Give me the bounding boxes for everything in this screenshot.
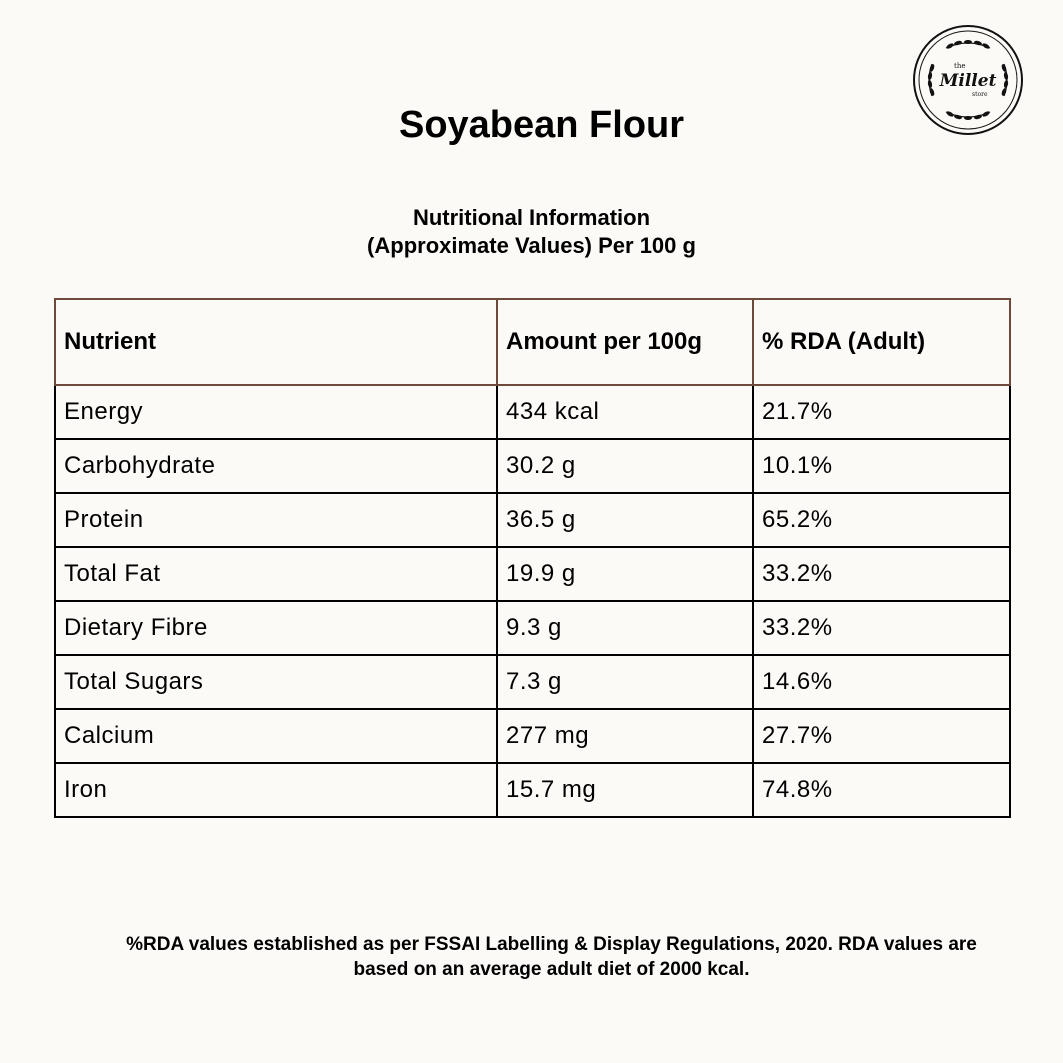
cell-nutrient: Dietary Fibre <box>55 601 497 655</box>
cell-amount: 7.3 g <box>497 655 753 709</box>
cell-nutrient: Total Fat <box>55 547 497 601</box>
cell-amount: 434 kcal <box>497 385 753 439</box>
cell-rda: 65.2% <box>753 493 1010 547</box>
cell-nutrient: Calcium <box>55 709 497 763</box>
cell-amount: 15.7 mg <box>497 763 753 817</box>
table-row <box>55 601 1010 655</box>
cell-rda: 14.6% <box>753 655 1010 709</box>
laurel-top-icon <box>946 40 991 50</box>
laurel-left-icon <box>927 64 935 97</box>
page-title: Soyabean Flour <box>398 104 685 146</box>
table-row <box>55 763 1010 817</box>
nutrition-table <box>54 298 1011 818</box>
cell-amount: 277 mg <box>497 709 753 763</box>
cell-amount: 36.5 g <box>497 493 753 547</box>
table-row <box>55 655 1010 709</box>
footnote-line-2: based on an average adult diet of 2000 kcal. <box>353 959 750 980</box>
table-header-row <box>55 299 1010 385</box>
cell-rda: 10.1% <box>753 439 1010 493</box>
table-row <box>55 385 1010 439</box>
cell-nutrient: Iron <box>55 763 497 817</box>
header-rda: % RDA (Adult) <box>753 299 1010 385</box>
laurel-right-icon <box>1001 64 1009 97</box>
subtitle <box>0 204 1063 260</box>
cell-nutrient: Total Sugars <box>55 655 497 709</box>
logo-text-bottom: store <box>972 91 988 98</box>
cell-rda: 74.8% <box>753 763 1010 817</box>
cell-nutrient: Energy <box>55 385 497 439</box>
header-nutrient: Nutrient <box>55 299 497 385</box>
logo-text-top: the <box>954 62 966 70</box>
header-amount: Amount per 100g <box>497 299 753 385</box>
cell-rda: 33.2% <box>753 601 1010 655</box>
cell-amount: 30.2 g <box>497 439 753 493</box>
subtitle-line-2: (Approximate Values) Per 100 g <box>367 233 696 258</box>
table-row <box>55 439 1010 493</box>
cell-rda: 21.7% <box>753 385 1010 439</box>
table-row <box>55 547 1010 601</box>
table-row <box>55 709 1010 763</box>
footnote <box>40 932 1063 982</box>
cell-amount: 19.9 g <box>497 547 753 601</box>
cell-rda: 27.7% <box>753 709 1010 763</box>
cell-rda: 33.2% <box>753 547 1010 601</box>
cell-nutrient: Protein <box>55 493 497 547</box>
logo-text-main: Millet <box>939 71 997 91</box>
cell-nutrient: Carbohydrate <box>55 439 497 493</box>
subtitle-line-1: Nutritional Information <box>412 205 651 230</box>
footnote-line-1: %RDA values established as per FSSAI Labelling & Display Regulations, 2020. RDA values are <box>126 934 977 955</box>
cell-amount: 9.3 g <box>497 601 753 655</box>
table-row <box>55 493 1010 547</box>
